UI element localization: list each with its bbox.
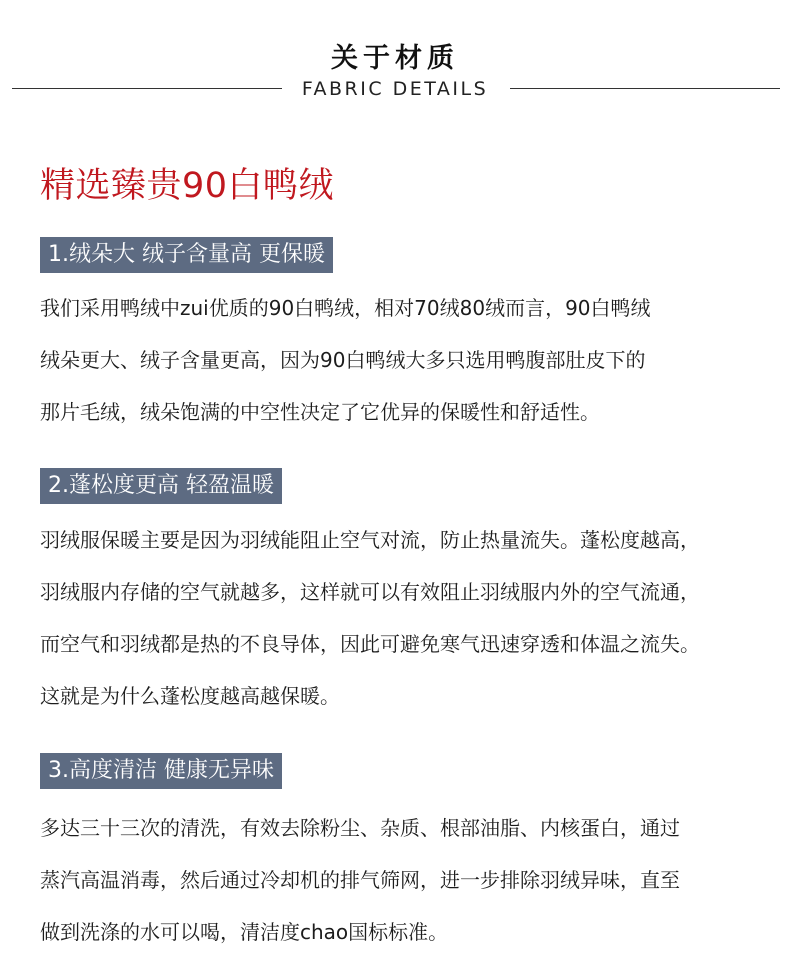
- section-body-3: [40, 802, 770, 958]
- section-tag-2: 2.蓬松度更高 轻盈温暖: [40, 468, 282, 504]
- section-2-line-1: 羽绒服保暖主要是因为羽绒能阻止空气对流，防止热量流失。蓬松度越高，: [40, 528, 700, 552]
- section-1-line-1: 我们采用鸭绒中zui优质的90白鸭绒，相对70绒80绒而言，90白鸭绒: [40, 296, 651, 320]
- section-body-1: [40, 282, 770, 438]
- section-3-line-3: 做到洗涤的水可以喝，清洁度chao国标标准。: [40, 920, 449, 944]
- section-1-line-2: 绒朵更大、绒子含量更高，因为90白鸭绒大多只选用鸭腹部肚皮下的: [40, 348, 646, 372]
- section-body-2: [40, 514, 770, 722]
- section-3-line-1: 多达三十三次的清洗，有效去除粉尘、杂质、根部油脂、内核蛋白，通过: [40, 816, 680, 840]
- header-title: 关于材质: [331, 43, 459, 74]
- section-1-line-3: 那片毛绒，绒朵饱满的中空性决定了它优异的保暖性和舒适性。: [40, 400, 600, 424]
- section-2-line-2: 羽绒服内存储的空气就越多，这样就可以有效阻止羽绒服内外的空气流通，: [40, 580, 700, 604]
- section-header: [0, 0, 790, 110]
- section-tag-3: 3.高度清洁 健康无异味: [40, 753, 282, 789]
- header-subtitle: FABRIC DETAILS: [301, 78, 489, 100]
- section-2-line-4: 这就是为什么蓬松度越高越保暖。: [40, 684, 340, 708]
- section-tag-1: 1.绒朵大 绒子含量高 更保暖: [40, 237, 333, 273]
- section-2-line-3: 而空气和羽绒都是热的不良导体，因此可避免寒气迅速穿透和体温之流失。: [40, 632, 700, 656]
- section-3-line-2: 蒸汽高温消毒，然后通过冷却机的排气筛网，进一步排除羽绒异味，直至: [40, 868, 680, 892]
- header-divider-right: [510, 88, 780, 89]
- main-heading: 精选臻贵90白鸭绒: [40, 166, 335, 206]
